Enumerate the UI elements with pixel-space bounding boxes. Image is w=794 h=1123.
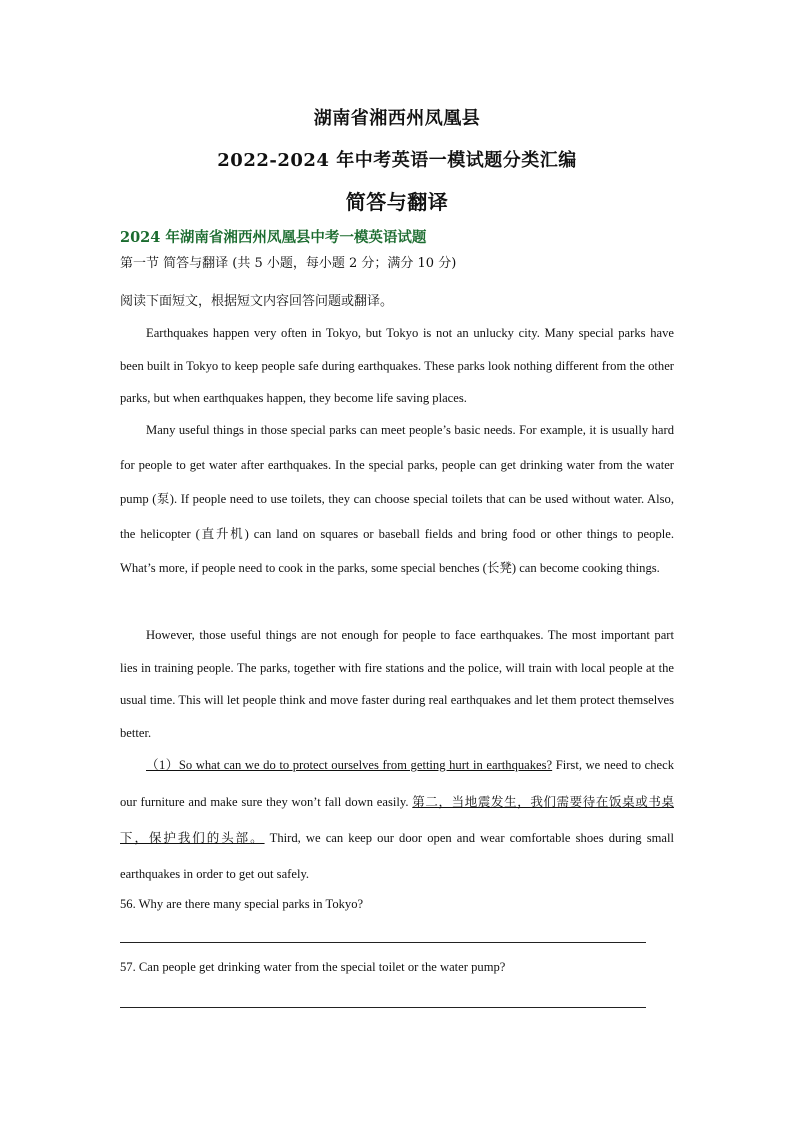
answer-line-57[interactable] (120, 1007, 646, 1008)
p2-gloss-bench: 长凳 (486, 560, 512, 575)
underlined-question-1: （1）So what can we do to protect ourselves from getting hurt in earthquakes? (146, 758, 553, 772)
p4-text-end: Third, we can keep our door open and wear comfortable shoes during small earthquakes in order to get out safely. (120, 831, 674, 881)
passage-paragraph-4 (120, 748, 674, 892)
p2-text-a: Many useful things in those special parks can meet people’s basic needs. For example, it is usually hard for people to get water after earthquakes. In the special parks, people can get drinking water from the water pump ( (120, 423, 674, 506)
passage-paragraph-2 (120, 413, 674, 586)
p4-text-mid: First, we need to check our furniture and make sure they won’t fall down easily. (120, 758, 674, 809)
question-57: 57. Can people get drinking water from the special toilet or the water pump? (120, 960, 506, 974)
p2-text-b: ). If people need to use toilets, they can choose special toilets that can be used without water. Also, the helicopter ( (120, 492, 674, 541)
passage-paragraph-1: Earthquakes happen very often in Tokyo, but Tokyo is not an unlucky city. Many special parks have been built in Tokyo to keep people safe during earthquakes. These parks look nothing different from the other parks, but when earthquakes happen, they become life saving places. (120, 326, 674, 405)
section-title: 2024 年湖南省湘西州凤凰县中考一模英语试题 (120, 229, 427, 246)
doc-title-exam: 2022-2024 年中考英语一模试题分类汇编 (217, 150, 577, 171)
section-info: 第一节 简答与翻译 (共 5 小题，每小题 2 分；满分 10 分) (120, 256, 457, 271)
doc-title-region: 湖南省湘西州凤凰县 (313, 108, 481, 129)
p2-text-c: ) can land on squares or baseball fields and bring food or other things to people. What’s more, if people need to cook in the parks, some special benches ( (120, 526, 674, 575)
p2-gloss-helicopter: 直升机 (199, 525, 245, 541)
instruction-text: 阅读下面短文，根据短文内容回答问题或翻译。 (120, 294, 394, 309)
p2-text-d: ) can become cooking things. (511, 561, 660, 575)
doc-title-topic: 简答与翻译 (345, 190, 449, 214)
underlined-translation-sentence: 第二，当地震发生，我们需要待在饭桌或书桌下，保护我们的头部。 (120, 793, 674, 845)
answer-line-56[interactable] (120, 942, 646, 943)
p2-gloss-pump: 泵 (156, 491, 170, 506)
question-56: 56. Why are there many special parks in Tokyo? (120, 897, 364, 911)
passage-paragraph-3: However, those useful things are not enough for people to face earthquakes. The most important part lies in training people. The parks, together with fire stations and the police, will train with local people at the usual time. This will let people think and move faster during real earthquakes and let them protect themselves better. (120, 628, 674, 740)
